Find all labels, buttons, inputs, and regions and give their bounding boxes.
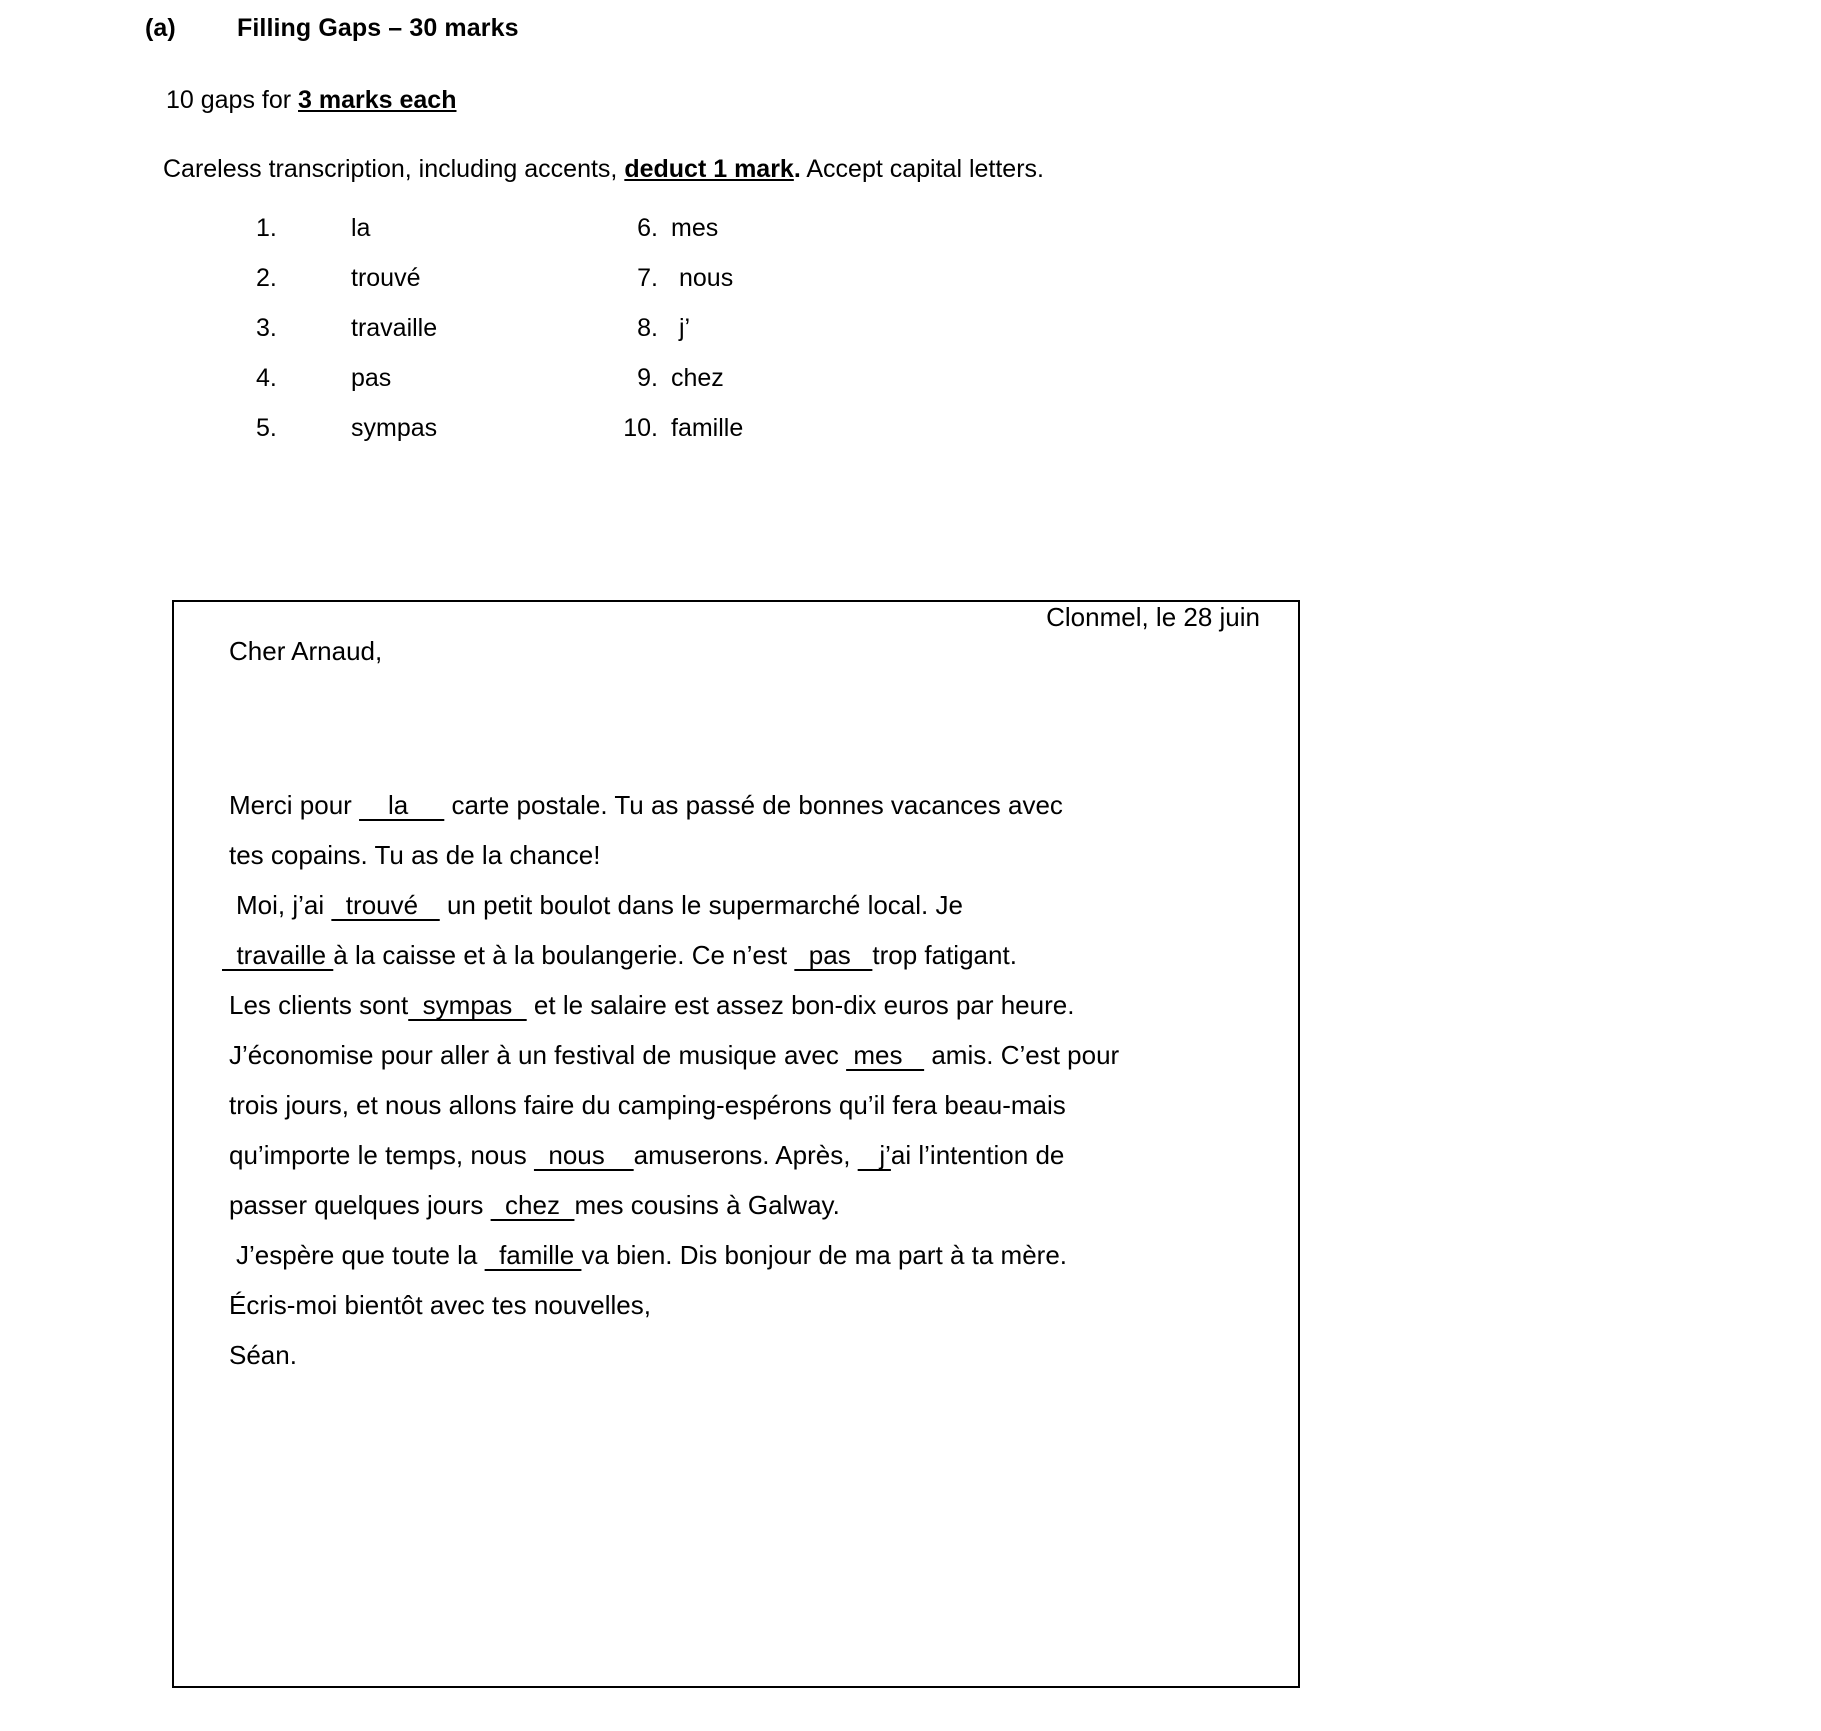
answer-word: mes bbox=[671, 214, 719, 242]
answer-row bbox=[256, 264, 743, 314]
answer-word: travaille bbox=[351, 314, 438, 342]
letter-text: mes cousins à Galway. bbox=[574, 1190, 840, 1220]
gap-answer: nous bbox=[533, 1140, 634, 1170]
answer-word: pas bbox=[351, 364, 392, 392]
letter-line bbox=[174, 980, 1298, 1030]
section-heading bbox=[145, 14, 519, 43]
gap-answer: famille bbox=[484, 1240, 582, 1270]
transcription-instruction-emphasis: deduct 1 mark bbox=[624, 155, 794, 183]
gap-answer: trouvé bbox=[331, 890, 440, 920]
answer-number: 7. bbox=[637, 264, 658, 292]
answer-row bbox=[256, 314, 743, 364]
transcription-instruction bbox=[163, 155, 1044, 184]
answer-number: 10. bbox=[623, 414, 658, 442]
letter-text: amuserons. Après, bbox=[633, 1140, 858, 1170]
letter-text: J’économise pour aller à un festival de musique avec bbox=[229, 1040, 847, 1070]
letter-line bbox=[174, 830, 1298, 880]
section-label: (a) bbox=[145, 14, 176, 42]
answer-word: trouvé bbox=[351, 264, 421, 292]
gap-answer: chez bbox=[490, 1190, 575, 1220]
letter-text: à la caisse et à la boulangerie. Ce n’est bbox=[333, 940, 795, 970]
answer-number: 3. bbox=[256, 314, 277, 342]
letter-text: va bien. Dis bonjour de ma part à ta mère. bbox=[581, 1240, 1068, 1270]
letter-text: ai l’intention de bbox=[890, 1140, 1065, 1170]
letter-text: trop fatigant. bbox=[872, 940, 1017, 970]
answer-key-list bbox=[256, 214, 743, 464]
gap-answer: pas bbox=[794, 940, 873, 970]
gap-answer: la bbox=[359, 790, 445, 820]
letter-text: tes copains. Tu as de la chance! bbox=[229, 840, 601, 870]
answer-row bbox=[256, 364, 743, 414]
section-title: Filling Gaps – 30 marks bbox=[237, 14, 519, 42]
letter-line bbox=[174, 1080, 1298, 1130]
letter-text: qu’importe le temps, nous bbox=[229, 1140, 534, 1170]
answer-number: 2. bbox=[256, 264, 277, 292]
answer-word: la bbox=[351, 214, 371, 242]
answer-word: nous bbox=[679, 264, 734, 292]
letter-text: Moi, j’ai bbox=[236, 890, 332, 920]
letter-line bbox=[174, 1330, 1298, 1380]
answer-number: 8. bbox=[637, 314, 658, 342]
answer-row bbox=[256, 214, 743, 264]
letter-text: passer quelques jours bbox=[229, 1190, 491, 1220]
gap-answer: mes bbox=[846, 1040, 925, 1070]
answer-word: famille bbox=[671, 414, 744, 442]
letter-box bbox=[172, 600, 1300, 1688]
letter-line bbox=[174, 1180, 1298, 1230]
answer-number: 6. bbox=[637, 214, 658, 242]
letter-text: amis. C’est pour bbox=[924, 1040, 1120, 1070]
letter-text: J’espère que toute la bbox=[236, 1240, 485, 1270]
answer-word: sympas bbox=[351, 414, 438, 442]
letter-body bbox=[174, 780, 1298, 1380]
marks-instruction-prefix: 10 gaps for bbox=[166, 86, 299, 114]
letter-line bbox=[174, 1030, 1298, 1080]
letter-line bbox=[174, 1230, 1298, 1280]
gap-answer: travaille bbox=[222, 940, 334, 970]
letter-text: carte postale. Tu as passé de bonnes vacances avec bbox=[444, 790, 1063, 820]
answer-number: 9. bbox=[637, 364, 658, 392]
letter-text: Merci pour bbox=[229, 790, 360, 820]
letter-text: Les clients sont bbox=[229, 990, 409, 1020]
answer-number: 5. bbox=[256, 414, 277, 442]
letter-line bbox=[174, 880, 1298, 930]
answer-number: 1. bbox=[256, 214, 277, 242]
letter-text: et le salaire est assez bon-dix euros par heure. bbox=[526, 990, 1075, 1020]
transcription-instruction-suffix: Accept capital letters. bbox=[800, 155, 1044, 183]
answer-word: chez bbox=[671, 364, 724, 392]
gap-answer: sympas bbox=[408, 990, 527, 1020]
answer-row bbox=[256, 414, 743, 464]
transcription-instruction-emphasis-tail: . bbox=[793, 155, 801, 183]
marks-instruction-emphasis: 3 marks each bbox=[298, 86, 457, 114]
letter-line bbox=[174, 1130, 1298, 1180]
marks-instruction bbox=[166, 86, 456, 115]
letter-line bbox=[174, 1280, 1298, 1330]
letter-line bbox=[174, 780, 1298, 830]
letter-date: Clonmel, le 28 juin bbox=[1046, 602, 1260, 632]
letter-greeting: Cher Arnaud, bbox=[229, 636, 383, 666]
letter-line bbox=[174, 930, 1298, 980]
transcription-instruction-prefix: Careless transcription, including accents, bbox=[163, 155, 625, 183]
answer-word: j’ bbox=[679, 314, 691, 342]
answer-number: 4. bbox=[256, 364, 277, 392]
letter-text: trois jours, et nous allons faire du camping-espérons qu’il fera beau-mais bbox=[229, 1090, 1066, 1120]
letter-text: Écris-moi bientôt avec tes nouvelles, bbox=[229, 1290, 651, 1320]
letter-text: Séan. bbox=[229, 1340, 297, 1370]
letter-text: un petit boulot dans le supermarché local. Je bbox=[439, 890, 963, 920]
gap-answer: j’ bbox=[857, 1140, 891, 1170]
